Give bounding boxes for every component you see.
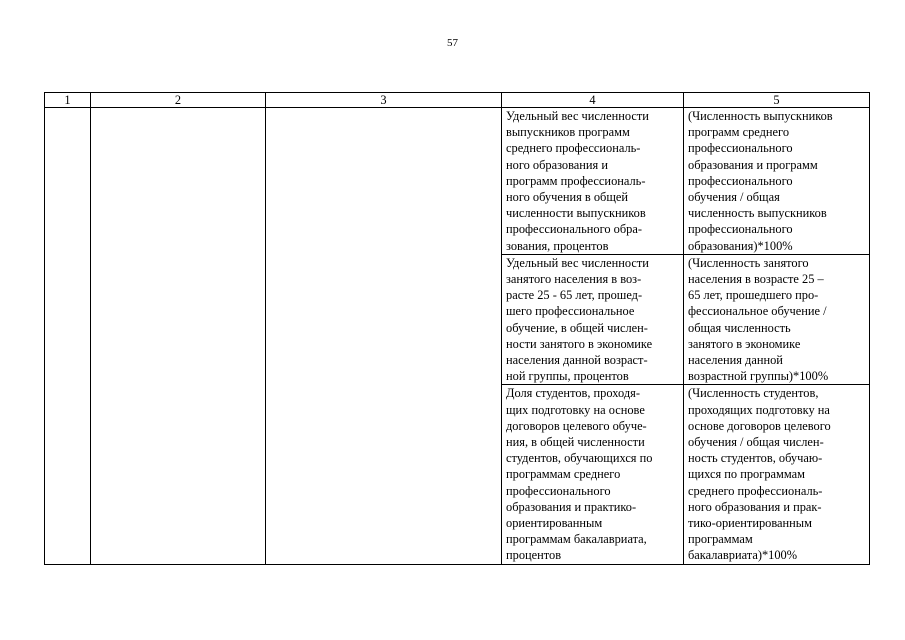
page-number: 57	[447, 37, 458, 49]
cell-text-line: ния, в общей численности	[506, 435, 645, 450]
cell-text-line: зования, процентов	[506, 238, 609, 253]
cell-text-line: процентов	[506, 548, 562, 563]
cell-text-line: щихся по программам	[688, 467, 805, 482]
cell-text-line: профессионального	[506, 483, 611, 498]
cell-text-line: ность студентов, обучаю-	[688, 451, 823, 466]
cell-text-line: общая численность	[688, 320, 791, 335]
cell-text-line: обучение, в общей числен-	[506, 320, 648, 335]
cell-text-line: программам	[688, 532, 753, 547]
indicator-cell	[502, 108, 684, 255]
cell-text-line: ного образования и	[506, 157, 608, 172]
cell-text-line: программ профессиональ-	[506, 173, 646, 188]
cell-text-line: Удельный вес численности	[506, 109, 649, 123]
cell-text-line: договоров целевого обуче-	[506, 418, 647, 433]
cell-text-line: (Численность выпускников	[688, 109, 833, 123]
column-header-1: 1	[45, 93, 91, 108]
cell-text-line: тико-ориентированным	[688, 516, 812, 531]
cell-text-line: шего профессиональное	[506, 304, 635, 319]
cell-text-line: образования и практико-	[506, 499, 637, 514]
cell-text-line: населения в возрасте 25 –	[688, 272, 824, 287]
column-header-3: 3	[266, 93, 502, 108]
cell-text-line: образования и программ	[688, 157, 818, 172]
column-header-4: 4	[502, 93, 684, 108]
cell-text-line: обучения / общая	[688, 190, 780, 205]
cell-text-line: щих подготовку на основе	[506, 402, 645, 417]
column-header-5: 5	[684, 93, 870, 108]
cell-text-line: занятого в экономике	[688, 336, 801, 351]
cell-text-line: обучения / общая числен-	[688, 435, 824, 450]
cell-text-line: образования)*100%	[688, 238, 793, 253]
cell-text-line: возрастной группы)*100%	[688, 369, 829, 384]
cell-text-line: профессионального	[688, 173, 793, 188]
cell-text-line: расте 25 - 65 лет, прошед-	[506, 288, 643, 303]
cell-text-line: среднего профессиональ-	[688, 483, 823, 498]
cell-text-line: бакалавриата)*100%	[688, 548, 798, 563]
cell-text-line: 65 лет, прошедшего про-	[688, 288, 819, 303]
indicator-cell	[502, 254, 684, 385]
cell-text-line: численность выпускников	[688, 206, 827, 221]
indicators-table	[44, 92, 870, 565]
cell-text-line: ного обучения в общей	[506, 190, 629, 205]
indicator-cell	[502, 385, 684, 564]
column-1-cell	[45, 108, 91, 565]
formula-cell	[684, 385, 870, 564]
table-row	[45, 108, 870, 255]
cell-text-line: населения данной	[688, 353, 783, 368]
cell-text-line: среднего профессиональ-	[506, 141, 641, 156]
cell-text-line: Удельный вес численности	[506, 255, 649, 270]
column-3-cell	[266, 108, 502, 565]
formula-cell	[684, 108, 870, 255]
cell-text-line: профессионального	[688, 141, 793, 156]
cell-text-line: выпускников программ	[506, 125, 630, 140]
cell-text-line: ности занятого в экономике	[506, 336, 653, 351]
cell-text-line: занятого населения в воз-	[506, 272, 642, 287]
cell-text-line: Доля студентов, проходя-	[506, 386, 640, 401]
cell-text-line: проходящих подготовку на	[688, 402, 830, 417]
cell-text-line: программам бакалавриата,	[506, 532, 647, 547]
cell-text-line: программам среднего	[506, 467, 621, 482]
formula-cell	[684, 254, 870, 385]
cell-text-line: ориентированным	[506, 516, 603, 531]
cell-text-line: ной группы, процентов	[506, 369, 629, 384]
cell-text-line: ного образования и прак-	[688, 499, 822, 514]
cell-text-line: основе договоров целевого	[688, 418, 831, 433]
column-header-2: 2	[91, 93, 266, 108]
cell-text-line: (Численность занятого	[688, 255, 809, 270]
table-header-row	[45, 93, 870, 108]
cell-text-line: (Численность студентов,	[688, 386, 819, 401]
cell-text-line: населения данной возраст-	[506, 353, 648, 368]
cell-text-line: профессионального	[688, 222, 793, 237]
column-2-cell	[91, 108, 266, 565]
cell-text-line: студентов, обучающихся по	[506, 451, 653, 466]
cell-text-line: профессионального обра-	[506, 222, 642, 237]
cell-text-line: численности выпускников	[506, 206, 646, 221]
cell-text-line: фессиональное обучение /	[688, 304, 827, 319]
cell-text-line: программ среднего	[688, 125, 790, 140]
